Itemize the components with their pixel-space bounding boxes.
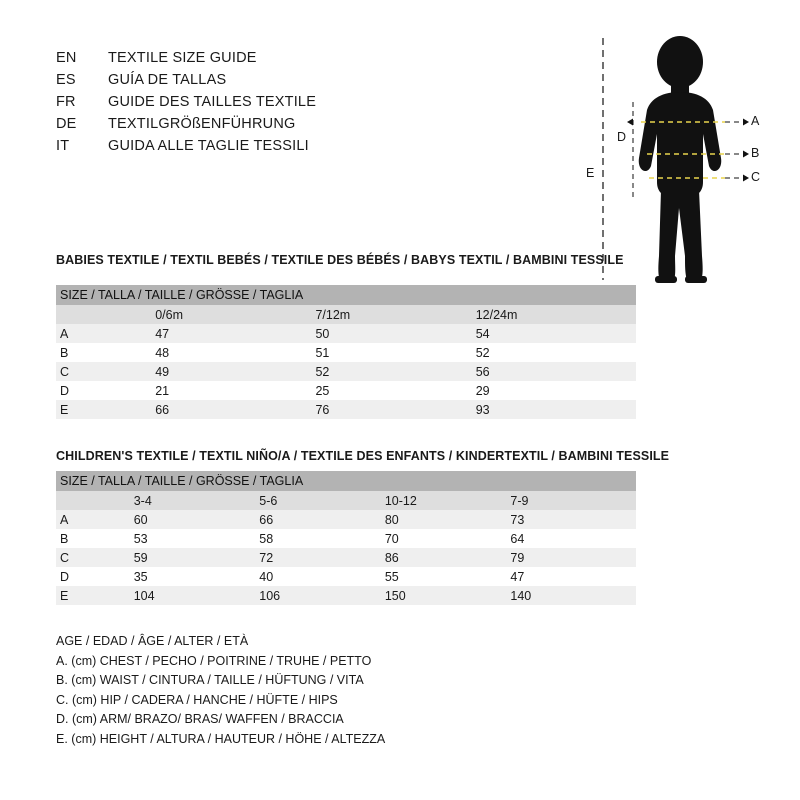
cell-value: 47 [510, 567, 636, 586]
cell-value: 86 [385, 548, 511, 567]
cell-value: 150 [385, 586, 511, 605]
legend-line-age: AGE / EDAD / ÂGE / ALTER / ETÀ [56, 634, 249, 648]
cell-value: 21 [155, 381, 315, 400]
column-label: 7/12m [315, 305, 475, 324]
cell-value: 49 [155, 362, 315, 381]
table-column-row [56, 305, 636, 324]
figure-label-d: D [617, 130, 627, 144]
cell-value: 80 [385, 510, 511, 529]
cell-value: 40 [259, 567, 385, 586]
children-table-header: SIZE / TALLA / TAILLE / GRÖSSE / TAGLIA [56, 471, 636, 491]
language-title: TEXTILGRÖßENFÜHRUNG [108, 116, 296, 132]
cell-value: 79 [510, 548, 636, 567]
row-label: C [56, 548, 134, 567]
cell-value: 48 [155, 343, 315, 362]
cell-value: 29 [476, 381, 636, 400]
body-measurement-figure [575, 30, 775, 310]
legend-line-chest: A. (cm) CHEST / PECHO / POITRINE / TRUHE / PETTO [56, 653, 372, 668]
column-label: 3-4 [134, 491, 260, 510]
cell-value: 60 [134, 510, 260, 529]
figure-label-e: E [586, 166, 595, 180]
table-row [56, 529, 636, 548]
column-label: 5-6 [259, 491, 385, 510]
cell-value: 58 [259, 529, 385, 548]
cell-value: 50 [315, 324, 475, 343]
cell-value: 64 [510, 529, 636, 548]
cell-value: 51 [315, 343, 475, 362]
language-code: FR [56, 94, 76, 110]
language-code: ES [56, 72, 76, 88]
row-label: B [56, 529, 134, 548]
cell-value: 56 [476, 362, 636, 381]
cell-value: 70 [385, 529, 511, 548]
babies-table-header: SIZE / TALLA / TAILLE / GRÖSSE / TAGLIA [56, 285, 636, 305]
row-label: A [56, 324, 155, 343]
cell-value: 52 [315, 362, 475, 381]
language-title: TEXTILE SIZE GUIDE [108, 50, 257, 66]
language-row-en [56, 50, 596, 72]
row-label: E [56, 400, 155, 419]
row-label: D [56, 567, 134, 586]
child-silhouette [639, 36, 722, 283]
cell-value: 47 [155, 324, 315, 343]
row-label: B [56, 343, 155, 362]
row-label: A [56, 510, 134, 529]
legend-line-waist: B. (cm) WAIST / CINTURA / TAILLE / HÜFTUNG / VITA [56, 673, 364, 687]
table-row [56, 324, 636, 343]
table-header-row [56, 471, 636, 491]
cell-value: 52 [476, 343, 636, 362]
cell-value: 55 [385, 567, 511, 586]
row-label: E [56, 586, 134, 605]
cell-value: 66 [259, 510, 385, 529]
table-row [56, 381, 636, 400]
table-row [56, 362, 636, 381]
language-title: GUÍA DE TALLAS [108, 72, 227, 88]
measurement-legend [56, 632, 656, 749]
table-row [56, 343, 636, 362]
legend-line-hip: C. (cm) HIP / CADERA / HANCHE / HÜFTE / HIPS [56, 692, 338, 707]
cell-value: 54 [476, 324, 636, 343]
language-row-it [56, 138, 596, 160]
column-label: 7-9 [510, 491, 636, 510]
babies-size-table [56, 285, 636, 419]
language-title: GUIDA ALLE TAGLIE TESSILI [108, 138, 309, 154]
row-label: D [56, 381, 155, 400]
cell-value: 76 [315, 400, 475, 419]
cell-value: 59 [134, 548, 260, 567]
cell-value: 104 [134, 586, 260, 605]
cell-value: 73 [510, 510, 636, 529]
table-row [56, 567, 636, 586]
column-label: 12/24m [476, 305, 636, 324]
cell-value: 66 [155, 400, 315, 419]
language-row-fr [56, 94, 596, 116]
cell-value: 72 [259, 548, 385, 567]
legend-line-arm: D. (cm) ARM/ BRAZO/ BRAS/ WAFFEN / BRACCIA [56, 712, 344, 726]
legend-line-height: E. (cm) HEIGHT / ALTURA / HAUTEUR / HÖHE / ALTEZZA [56, 731, 386, 746]
language-title-list [56, 50, 596, 160]
cell-value: 140 [510, 586, 636, 605]
row-label: C [56, 362, 155, 381]
language-code: IT [56, 138, 70, 154]
figure-label-a: A [751, 114, 760, 128]
cell-value: 106 [259, 586, 385, 605]
cell-value: 25 [315, 381, 475, 400]
column-label: 0/6m [155, 305, 315, 324]
figure-label-c: C [751, 170, 761, 184]
language-title: GUIDE DES TAILLES TEXTILE [108, 94, 317, 110]
language-row-es [56, 72, 596, 94]
cell-value: 35 [134, 567, 260, 586]
cell-value: 93 [476, 400, 636, 419]
table-row [56, 510, 636, 529]
figure-label-b: B [751, 146, 760, 160]
babies-table-caption: BABIES TEXTILE / TEXTIL BEBÉS / TEXTILE DES BÉBÉS / BABYS TEXTIL / BAMBINI TESSILE [56, 253, 624, 267]
cell-value: 53 [134, 529, 260, 548]
table-row [56, 586, 636, 605]
language-code: DE [56, 116, 77, 132]
children-table-caption: CHILDREN'S TEXTILE / TEXTIL NIÑO/A / TEXTILE DES ENFANTS / KINDERTEXTIL / BAMBINI TESSILE [56, 449, 670, 463]
table-column-row [56, 491, 636, 510]
language-code: EN [56, 50, 77, 66]
table-row [56, 400, 636, 419]
column-label: 10-12 [385, 491, 511, 510]
language-row-de [56, 116, 596, 138]
table-header-row [56, 285, 636, 305]
children-size-table [56, 471, 636, 605]
table-row [56, 548, 636, 567]
